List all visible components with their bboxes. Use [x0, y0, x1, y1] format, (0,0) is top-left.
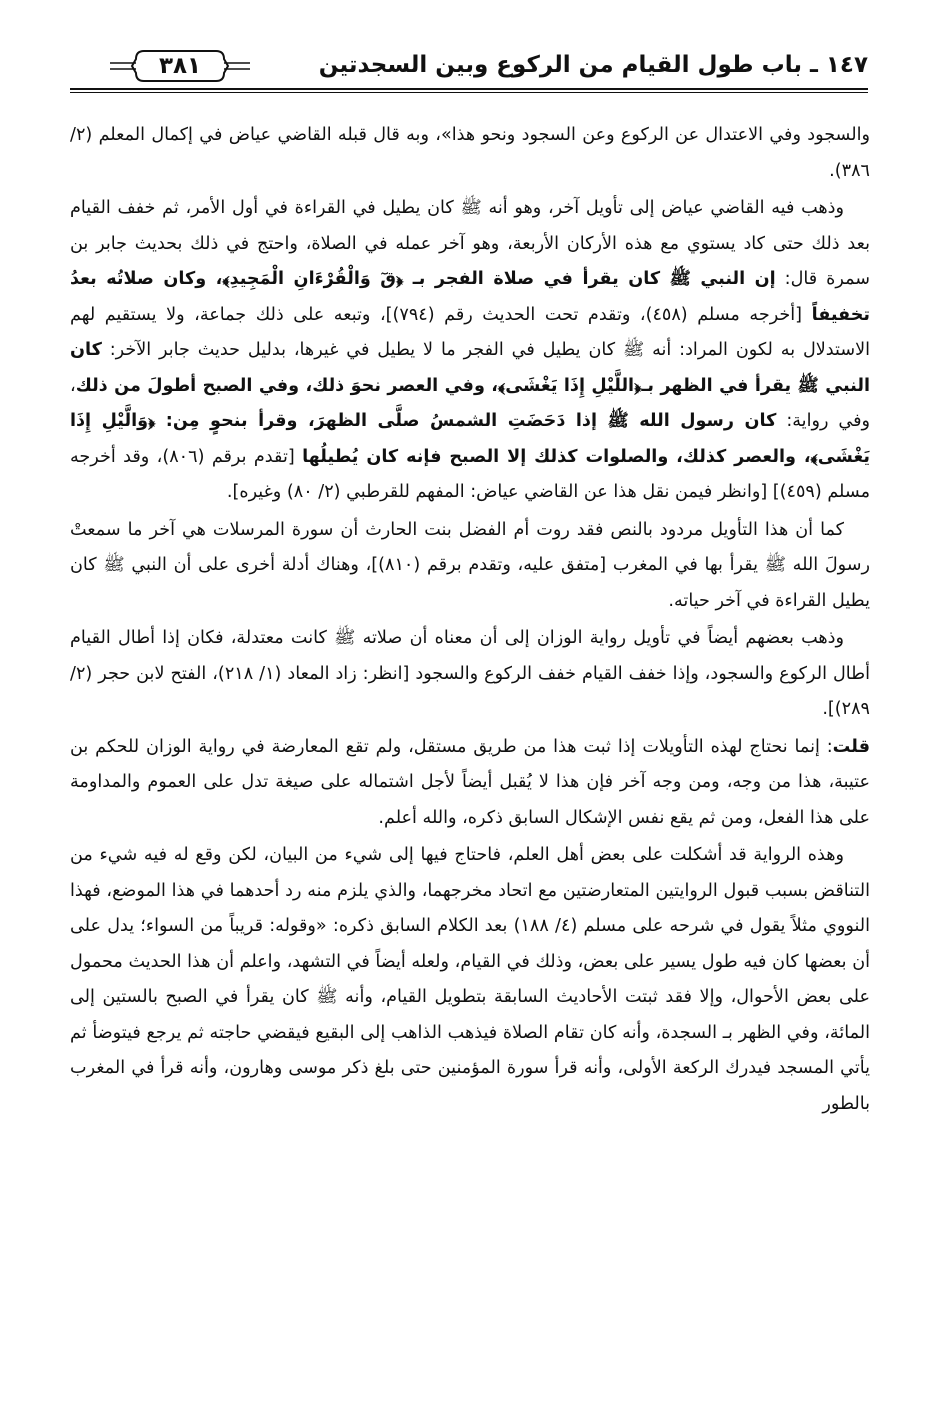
- paragraph: [70, 118, 870, 189]
- paragraph-text: ، وفي رواية:: [70, 375, 870, 431]
- paragraph: [70, 838, 870, 1122]
- paragraph: [70, 730, 870, 837]
- bold-quote-text: إن النبي ﷺ كان يقرأ في صلاة الفجر بـ ﴿قٓ وَالْقُرْءَانِ الْمَجِيدِ﴾، وكان صلاتُه بعدُ تخفيفاً: [70, 269, 870, 325]
- bold-quote-text: كان النبي ﷺ يقرأ في الظهر بـ﴿اللَّيْلِ إِذَا يَغْشَى﴾، وفي العصر نحوَ ذلك، وفي الصبح أطولَ من ذلك: [70, 340, 870, 396]
- chapter-title: ١٤٧ ـ باب طول القيام من الركوع وبين السجدتين: [318, 52, 868, 78]
- paragraph-text: والسجود وفي الاعتدال عن الركوع وعن السجود ونحو هذا»، وبه قال قبله القاضي عياض في إكمال المعلم (٢/ ٣٨٦).: [70, 125, 870, 181]
- paragraph-text: كما أن هذا التأويل مردود بالنص فقد روت أم الفضل بنت الحارث أن سورة المرسلات هي آخر ما سمعتْ رسولَ الله ﷺ يقرأ بها في المغرب [متفق عليه، وتقدم برقم (٨١٠)]، وهناك أدلة أخرى على أن النبي ﷺ كان يطيل القراءة في آخر حياته.: [70, 519, 870, 611]
- page-header: [70, 44, 868, 94]
- paragraph-text: [تقدم برقم (٨٠٦)، وقد أخرجه مسلم (٤٥٩)] [وانظر فيمن نقل هذا عن القاضي عياض: المفهم للقرطبي (٢/ ٨٠) وغيره].: [70, 446, 870, 502]
- paragraph-text: : إنما نحتاج لهذه التأويلات إذا ثبت هذا من طريق مستقل، ولم تقع المعارضة في رواية الوزان للحكم بن عتيبة، هذا من وجه، ومن وجه آخر فإن هذا لا يُقبل أيضاً لأجل اشتماله على صيغة تدل على العموم والمداومة على هذا الفعل، ومن ثم يقع نفس الإشكال السابق ذكره، والله أعلم.: [70, 736, 870, 828]
- paragraph: [70, 513, 870, 620]
- paragraph: [70, 191, 870, 511]
- paragraph-text: وهذه الرواية قد أشكلت على بعض أهل العلم، فاحتاج فيها إلى شيء من البيان، لكن وقع له فيه شيء من التناقض بسبب قبول الروايتين المتعارضتين مع اتحاد مخرجهما، والذي يلزم منه رد أحدهما في هذا الموضع، فهذا النووي مثلاً يقول في شرحه على مسلم (٤/ ١٨٨) بعد الكلام السابق ذكره: «وقوله: قريباً من السواء؛ يدل على أن بعضها كان فيه طول يسير على بعض، وذلك في القيام، ولعله أيضاً في التشهد، واعلم أن هذا الحديث محمول على بعض الأحوال، وإلا فقد ثبتت الأحاديث السابقة بتطويل القيام، وأنه ﷺ كان يقرأ في الصبح بالستين إلى المائة، وفي الظهر بـ السجدة، وأنه كان تقام الصلاة فيذهب الذاهب إلى البقيع فيقضي حاجته ثم يرجع فيتوضأ ثم يأتي المسجد فيدرك الركعة الأولى، وأنه قرأ سورة المؤمنين حتى بلغ ذكر موسى وهارون، وأنه قرأ في المغرب بالطور: [70, 845, 871, 1114]
- bold-quote-text: قلت: [832, 736, 870, 757]
- header-rule: [70, 88, 868, 93]
- main-text: [70, 118, 870, 1124]
- bold-quote-text: كان رسول الله ﷺ إذا دَحَضَتِ الشمسُ صلَّى الظهرَ، وقرأ بنحوٍ مِن: ﴿وَالَّيْلِ إِذَا يَغْشَى﴾، والعصر كذلك، والصلوات كذلك إلا الصبح فإنه كان يُطيلُها: [70, 411, 871, 467]
- paragraph-text: وذهب فيه القاضي عياض إلى تأويل آخر، وهو أنه ﷺ كان يطيل في القراءة في أول الأمر، ثم خفف القيام بعد ذلك حتى كاد يستوي مع هذه الأركان الأربعة، وهو آخر عمله في الصلاة، واحتج في ذلك بحديث جابر بن سمرة قال:: [70, 198, 870, 289]
- paragraph: [70, 621, 870, 728]
- page-number-ornament: [110, 48, 250, 84]
- paragraph-text: [أخرجه مسلم (٤٥٨)، وتقدم تحت الحديث رقم (٧٩٤)]، وتبعه على ذلك جماعة، ولا يستقيم لهم الاستدلال به لكون المراد: أنه ﷺ كان يطيل في الفجر ما لا يطيل في غيرها، بدليل حديث جابر الآخر:: [70, 304, 870, 360]
- page-number: ٣٨١: [158, 53, 202, 79]
- paragraph-text: وذهب بعضهم أيضاً في تأويل رواية الوزان إلى أن معناه أن صلاته ﷺ كانت معتدلة، فكان إذا أطال القيام أطال الركوع والسجود، وإذا خفف القيام خفف الركوع والسجود [انظر: زاد المعاد (١/ ٢١٨)، الفتح لابن حجر (٢/ ٢٨٩)].: [70, 628, 871, 719]
